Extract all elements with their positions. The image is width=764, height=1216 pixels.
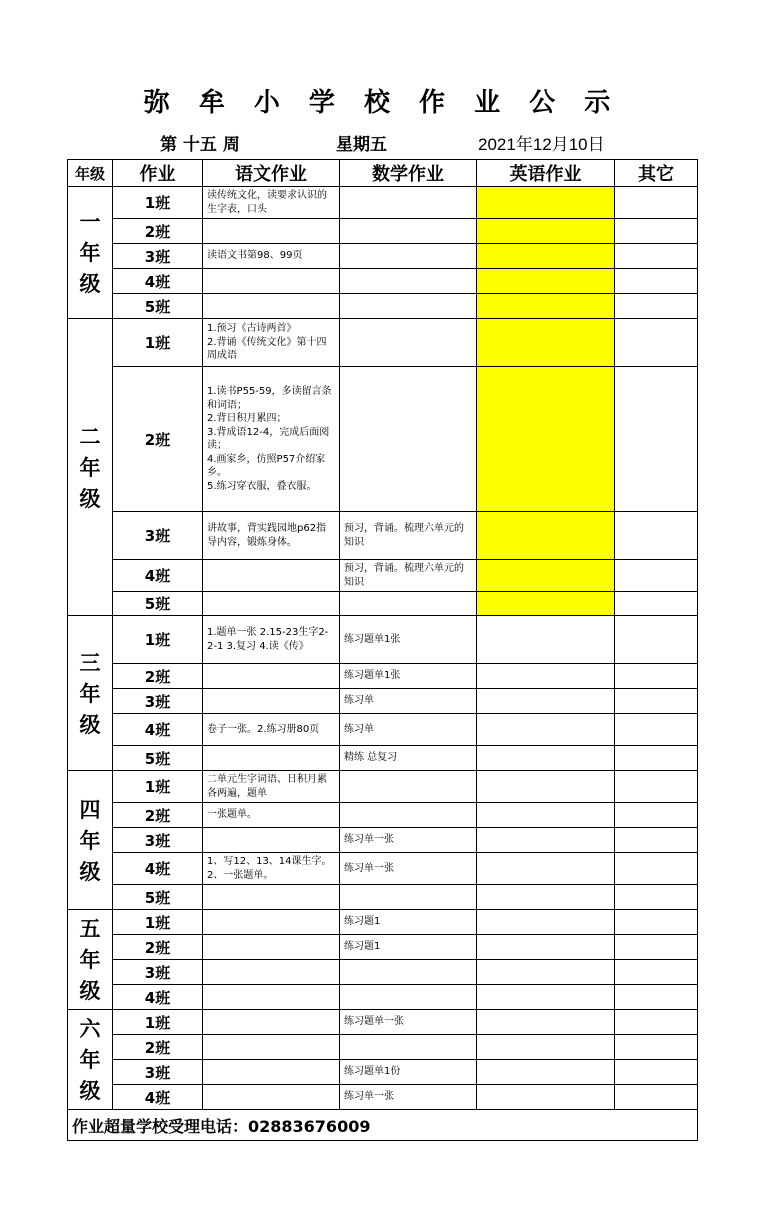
english-homework-cell: [477, 592, 615, 616]
math-homework-cell: [340, 803, 477, 828]
english-homework-cell: [477, 771, 615, 803]
class-cell: 4班: [113, 1085, 203, 1110]
english-homework-cell: [477, 367, 615, 512]
chinese-homework-text: 1.读书P55-59，多读留言条和词语； 2.背日积月累四； 3.背成语12-4，完成后面阅读； 4.画家乡，仿照P57介绍家乡。 5.练习穿衣服，叠衣服。: [207, 386, 332, 492]
english-homework-cell: [477, 664, 615, 689]
class-cell: 5班: [113, 885, 203, 910]
table-row: [68, 689, 698, 714]
english-homework-cell: [477, 985, 615, 1010]
chinese-homework-cell: [203, 1060, 340, 1085]
chinese-homework-cell: [203, 1085, 340, 1110]
col-header-chinese: 语文作业: [203, 160, 340, 187]
grade-name: 二年级: [79, 423, 101, 511]
english-homework-cell: [477, 294, 615, 319]
chinese-homework-cell: [203, 985, 340, 1010]
english-homework-cell: [477, 910, 615, 935]
table-row: [68, 910, 698, 935]
other-homework-cell: [615, 689, 698, 714]
other-homework-cell: [615, 853, 698, 885]
grade-name: 六年级: [79, 1016, 101, 1103]
chinese-homework-cell: [203, 853, 340, 885]
other-homework-cell: [615, 960, 698, 985]
class-cell: 4班: [113, 985, 203, 1010]
header-row: [68, 160, 698, 187]
math-homework-cell: [340, 853, 477, 885]
chinese-homework-cell: [203, 616, 340, 664]
chinese-homework-cell: [203, 910, 340, 935]
math-homework-cell: [340, 664, 477, 689]
other-homework-cell: [615, 367, 698, 512]
chinese-homework-cell: [203, 269, 340, 294]
class-cell: 2班: [113, 803, 203, 828]
math-homework-text: 练习单: [344, 723, 374, 735]
math-homework-cell: [340, 935, 477, 960]
other-homework-cell: [615, 1060, 698, 1085]
math-homework-cell: [340, 1035, 477, 1060]
other-homework-cell: [615, 985, 698, 1010]
table-row: [68, 1010, 698, 1035]
chinese-homework-cell: [203, 592, 340, 616]
chinese-homework-text: 读语文书第98、99页: [207, 250, 303, 262]
other-homework-cell: [615, 1035, 698, 1060]
class-cell: 1班: [113, 910, 203, 935]
class-cell: 2班: [113, 1035, 203, 1060]
english-homework-cell: [477, 828, 615, 853]
math-homework-text: 练习单一张: [344, 862, 394, 874]
math-homework-cell: [340, 885, 477, 910]
chinese-homework-cell: [203, 664, 340, 689]
math-homework-text: 预习，背诵。梳理六单元的知识: [344, 563, 464, 588]
class-cell: 1班: [113, 616, 203, 664]
class-cell: 1班: [113, 1010, 203, 1035]
chinese-homework-cell: [203, 771, 340, 803]
chinese-homework-cell: [203, 219, 340, 244]
class-cell: 4班: [113, 269, 203, 294]
other-homework-cell: [615, 1010, 698, 1035]
complaint-hotline: 作业超量学校受理电话：02883676009: [68, 1110, 698, 1141]
class-cell: 5班: [113, 294, 203, 319]
table-row: [68, 746, 698, 771]
english-homework-cell: [477, 244, 615, 269]
table-row: [68, 616, 698, 664]
english-homework-cell: [477, 885, 615, 910]
chinese-homework-cell: [203, 1035, 340, 1060]
math-homework-cell: [340, 244, 477, 269]
math-homework-text: 练习题单一张: [344, 1016, 404, 1028]
col-header-other: 其它: [615, 160, 698, 187]
table-row: [68, 187, 698, 219]
math-homework-cell: [340, 746, 477, 771]
other-homework-cell: [615, 244, 698, 269]
chinese-homework-cell: [203, 828, 340, 853]
math-homework-cell: [340, 714, 477, 746]
grade-cell: [68, 910, 113, 1010]
chinese-homework-cell: [203, 1010, 340, 1035]
math-homework-text: 预习，背诵。梳理六单元的知识: [344, 523, 464, 548]
other-homework-cell: [615, 512, 698, 560]
other-homework-cell: [615, 592, 698, 616]
english-homework-cell: [477, 1035, 615, 1060]
english-homework-cell: [477, 319, 615, 367]
math-homework-cell: [340, 616, 477, 664]
class-cell: 1班: [113, 771, 203, 803]
english-homework-cell: [477, 219, 615, 244]
chinese-homework-cell: [203, 319, 340, 367]
chinese-homework-text: 读传统文化，读要求认识的生字表，口头: [207, 190, 327, 215]
math-homework-cell: [340, 985, 477, 1010]
other-homework-cell: [615, 714, 698, 746]
math-homework-cell: [340, 512, 477, 560]
math-homework-cell: [340, 910, 477, 935]
table-row: [68, 803, 698, 828]
grade-cell: [68, 1010, 113, 1110]
table-row: [68, 367, 698, 512]
math-homework-cell: [340, 771, 477, 803]
english-homework-cell: [477, 1060, 615, 1085]
col-header-math: 数学作业: [340, 160, 477, 187]
grade-cell: [68, 616, 113, 771]
chinese-homework-text: 二单元生字词语、日积月累各两遍，题单: [207, 774, 327, 799]
chinese-homework-text: 1.题单一张 2.15-23生字2-2-1 3.复习 4.读《传》: [207, 627, 329, 652]
week-label: 第 十五 周: [160, 135, 240, 155]
other-homework-cell: [615, 664, 698, 689]
chinese-homework-cell: [203, 803, 340, 828]
english-homework-cell: [477, 714, 615, 746]
grade-cell: [68, 319, 113, 616]
other-homework-cell: [615, 771, 698, 803]
table-row: [68, 269, 698, 294]
math-homework-cell: [340, 1060, 477, 1085]
class-cell: 3班: [113, 244, 203, 269]
table-row: [68, 714, 698, 746]
chinese-homework-text: 1、写12、13、14课生字。2、一张题单。: [207, 856, 332, 881]
chinese-homework-cell: [203, 367, 340, 512]
col-header-grade: 年级: [68, 160, 113, 187]
chinese-homework-cell: [203, 746, 340, 771]
chinese-homework-cell: [203, 960, 340, 985]
math-homework-cell: [340, 592, 477, 616]
class-cell: 3班: [113, 689, 203, 714]
grade-name: 一年级: [79, 209, 101, 296]
math-homework-text: 精练 总复习: [344, 752, 398, 764]
table-row: [68, 935, 698, 960]
english-homework-cell: [477, 689, 615, 714]
english-homework-cell: [477, 1010, 615, 1035]
chinese-homework-cell: [203, 187, 340, 219]
chinese-homework-cell: [203, 885, 340, 910]
grade-cell: [68, 187, 113, 319]
class-cell: 1班: [113, 187, 203, 219]
homework-table: [67, 159, 698, 1141]
class-cell: 3班: [113, 828, 203, 853]
other-homework-cell: [615, 828, 698, 853]
table-row: [68, 1085, 698, 1110]
chinese-homework-cell: [203, 935, 340, 960]
class-cell: 4班: [113, 853, 203, 885]
english-homework-cell: [477, 616, 615, 664]
other-homework-cell: [615, 910, 698, 935]
table-row: [68, 853, 698, 885]
table-row: [68, 1035, 698, 1060]
class-cell: 3班: [113, 512, 203, 560]
class-cell: 3班: [113, 1060, 203, 1085]
class-cell: 3班: [113, 960, 203, 985]
english-homework-cell: [477, 269, 615, 294]
chinese-homework-text: 1.预习《古诗两首》 2.背诵《传统文化》第十四周成语: [207, 323, 327, 362]
grade-name: 三年级: [79, 649, 101, 737]
grade-name: 五年级: [79, 916, 101, 1003]
other-homework-cell: [615, 219, 698, 244]
math-homework-cell: [340, 960, 477, 985]
math-homework-text: 练习题单1份: [344, 1066, 401, 1078]
english-homework-cell: [477, 960, 615, 985]
other-homework-cell: [615, 187, 698, 219]
other-homework-cell: [615, 294, 698, 319]
math-homework-cell: [340, 828, 477, 853]
english-homework-cell: [477, 1085, 615, 1110]
chinese-homework-cell: [203, 714, 340, 746]
english-homework-cell: [477, 187, 615, 219]
math-homework-cell: [340, 367, 477, 512]
other-homework-cell: [615, 885, 698, 910]
day-label: 星期五: [336, 135, 387, 155]
chinese-homework-cell: [203, 560, 340, 592]
other-homework-cell: [615, 935, 698, 960]
chinese-homework-cell: [203, 244, 340, 269]
math-homework-cell: [340, 294, 477, 319]
english-homework-cell: [477, 560, 615, 592]
math-homework-text: 练习单: [344, 695, 374, 707]
math-homework-cell: [340, 269, 477, 294]
grade-name: 四年级: [79, 796, 101, 884]
math-homework-text: 练习题单1张: [344, 633, 401, 645]
table-row: [68, 960, 698, 985]
col-header-homework: 作业: [113, 160, 203, 187]
english-homework-cell: [477, 803, 615, 828]
english-homework-cell: [477, 935, 615, 960]
class-cell: 2班: [113, 935, 203, 960]
math-homework-cell: [340, 1010, 477, 1035]
math-homework-cell: [340, 1085, 477, 1110]
page-title: 弥 牟 小 学 校 作 业 公 示: [143, 88, 621, 118]
math-homework-text: 练习单一张: [344, 1091, 394, 1103]
class-cell: 2班: [113, 367, 203, 512]
chinese-homework-cell: [203, 294, 340, 319]
table-row: [68, 771, 698, 803]
footer-row: [68, 1110, 698, 1141]
table-row: [68, 560, 698, 592]
class-cell: 5班: [113, 592, 203, 616]
math-homework-text: 练习单一张: [344, 834, 394, 846]
table-row: [68, 664, 698, 689]
table-row: [68, 244, 698, 269]
class-cell: 2班: [113, 664, 203, 689]
date-label: 2021年12月10日: [478, 135, 605, 154]
chinese-homework-text: 一张题单。: [207, 809, 257, 821]
other-homework-cell: [615, 1085, 698, 1110]
english-homework-cell: [477, 853, 615, 885]
chinese-homework-cell: [203, 512, 340, 560]
english-homework-cell: [477, 512, 615, 560]
table-row: [68, 512, 698, 560]
table-row: [68, 828, 698, 853]
math-homework-text: 练习题1: [344, 916, 381, 928]
class-cell: 4班: [113, 714, 203, 746]
english-homework-cell: [477, 746, 615, 771]
table-row: [68, 1060, 698, 1085]
math-homework-cell: [340, 219, 477, 244]
other-homework-cell: [615, 319, 698, 367]
math-homework-cell: [340, 319, 477, 367]
other-homework-cell: [615, 746, 698, 771]
grade-cell: [68, 771, 113, 910]
class-cell: 5班: [113, 746, 203, 771]
table-row: [68, 592, 698, 616]
class-cell: 4班: [113, 560, 203, 592]
chinese-homework-text: 卷子一张。2.练习册80页: [207, 723, 320, 735]
other-homework-cell: [615, 269, 698, 294]
other-homework-cell: [615, 803, 698, 828]
math-homework-text: 练习题单1张: [344, 670, 401, 682]
math-homework-text: 练习题1: [344, 941, 381, 953]
table-row: [68, 885, 698, 910]
class-cell: 1班: [113, 319, 203, 367]
table-row: [68, 219, 698, 244]
table-row: [68, 985, 698, 1010]
table-row: [68, 294, 698, 319]
math-homework-cell: [340, 689, 477, 714]
other-homework-cell: [615, 616, 698, 664]
other-homework-cell: [615, 560, 698, 592]
math-homework-cell: [340, 560, 477, 592]
math-homework-cell: [340, 187, 477, 219]
col-header-english: 英语作业: [477, 160, 615, 187]
table-row: [68, 319, 698, 367]
chinese-homework-text: 讲故事，背实践园地p62指导内容，锻炼身体。: [207, 523, 327, 548]
class-cell: 2班: [113, 219, 203, 244]
chinese-homework-cell: [203, 689, 340, 714]
